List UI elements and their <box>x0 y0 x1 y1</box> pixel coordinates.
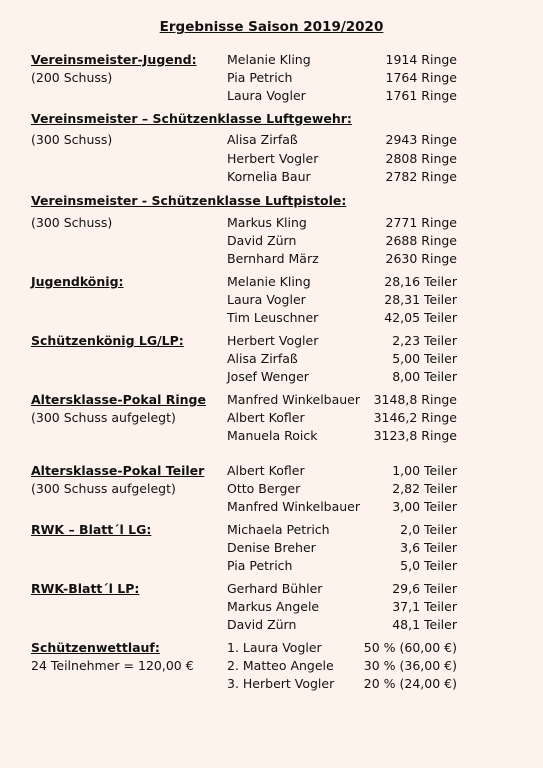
entry-result: 20 % (24,00 €) <box>363 676 457 691</box>
entry-result: 2943 Ringe <box>385 132 457 147</box>
entry-name: Herbert Vogler <box>227 151 319 166</box>
entry-result: 28,16 Teiler <box>384 274 457 289</box>
entry-name: Gerhard Bühler <box>227 581 323 596</box>
entry-name: Manfred Winkelbauer <box>227 392 361 407</box>
entry-name: Tim Leuschner <box>227 310 319 325</box>
section-subheading: (300 Schuss aufgelegt) <box>31 481 176 496</box>
section-heading: Jugendkönig: <box>31 274 124 289</box>
entry-result: 2688 Ringe <box>385 233 457 248</box>
entry-result: 5,0 Teiler <box>400 558 457 573</box>
entry-name: Albert Kofler <box>227 463 305 478</box>
entry-result: 42,05 Teiler <box>384 310 457 325</box>
entry-result: 28,31 Teiler <box>384 292 457 307</box>
entry-result: 1761 Ringe <box>385 88 457 103</box>
entry-result: 2,23 Teiler <box>392 333 457 348</box>
entry-name: David Zürn <box>227 233 297 248</box>
entry-name: Manfred Winkelbauer <box>227 499 361 514</box>
entry-name: Kornelia Baur <box>227 169 311 184</box>
entry-name: Melanie Kling <box>227 274 311 289</box>
entry-name: Herbert Vogler <box>227 333 319 348</box>
section-subheading: (300 Schuss aufgelegt) <box>31 410 176 425</box>
entry-name: David Zürn <box>227 617 297 632</box>
entry-name: Laura Vogler <box>227 292 306 307</box>
entry-name: 2. Matteo Angele <box>227 658 334 673</box>
entry-name: Alisa Zirfaß <box>227 351 298 366</box>
section-heading: Altersklasse-Pokal Teiler <box>31 463 205 478</box>
entry-name: Josef Wenger <box>227 369 309 384</box>
entry-name: Otto Berger <box>227 481 301 496</box>
entry-name: Laura Vogler <box>227 88 306 103</box>
entry-result: 3148,8 Ringe <box>373 392 457 407</box>
entry-result: 3,6 Teiler <box>400 540 457 555</box>
entry-name: Alisa Zirfaß <box>227 132 298 147</box>
entry-name: Pia Petrich <box>227 70 293 85</box>
entry-result: 8,00 Teiler <box>392 369 457 384</box>
section-heading: RWK-Blatt´l LP: <box>31 581 140 596</box>
section-subheading: (300 Schuss) <box>31 132 113 147</box>
entry-name: Markus Angele <box>227 599 320 614</box>
entry-result: 50 % (60,00 €) <box>363 640 457 655</box>
section-heading: Altersklasse-Pokal Ringe <box>31 392 206 407</box>
section-heading: RWK – Blatt´l LG: <box>31 522 152 537</box>
section-subheading: 24 Teilnehmer = 120,00 € <box>31 658 194 673</box>
entry-result: 2,82 Teiler <box>392 481 457 496</box>
entry-name: Michaela Petrich <box>227 522 330 537</box>
entry-result: 2782 Ringe <box>385 169 457 184</box>
entry-result: 48,1 Teiler <box>392 617 457 632</box>
section-subheading: (300 Schuss) <box>31 215 113 230</box>
section-heading: Vereinsmeister-Jugend: <box>31 52 197 67</box>
section-subheading: (200 Schuss) <box>31 70 113 85</box>
section-heading: Schützenwettlauf: <box>31 640 160 655</box>
section-heading: Vereinsmeister - Schützenklasse Luftpistole: <box>31 193 347 208</box>
entry-name: Pia Petrich <box>227 558 293 573</box>
entry-name: 1. Laura Vogler <box>227 640 322 655</box>
entry-result: 3146,2 Ringe <box>373 410 457 425</box>
entry-name: Manuela Roick <box>227 428 318 443</box>
entry-name: Albert Kofler <box>227 410 305 425</box>
entry-result: 29,6 Teiler <box>392 581 457 596</box>
entry-name: Markus Kling <box>227 215 307 230</box>
entry-result: 2,0 Teiler <box>400 522 457 537</box>
entry-result: 1,00 Teiler <box>392 463 457 478</box>
entry-name: Melanie Kling <box>227 52 311 67</box>
entry-result: 3,00 Teiler <box>392 499 457 514</box>
entry-name: 3. Herbert Vogler <box>227 676 335 691</box>
section-heading: Vereinsmeister – Schützenklasse Luftgewehr: <box>31 111 352 126</box>
entry-result: 5,00 Teiler <box>392 351 457 366</box>
entry-result: 2808 Ringe <box>385 151 457 166</box>
section-heading: Schützenkönig LG/LP: <box>31 333 184 348</box>
entry-result: 37,1 Teiler <box>392 599 457 614</box>
entry-name: Denise Breher <box>227 540 316 555</box>
entry-result: 2771 Ringe <box>385 215 457 230</box>
entry-name: Bernhard März <box>227 251 319 266</box>
entry-result: 1764 Ringe <box>385 70 457 85</box>
entry-result: 1914 Ringe <box>385 52 457 67</box>
entry-result: 2630 Ringe <box>385 251 457 266</box>
entry-result: 30 % (36,00 €) <box>363 658 457 673</box>
page-title: Ergebnisse Saison 2019/2020 <box>159 19 384 35</box>
entry-result: 3123,8 Ringe <box>373 428 457 443</box>
